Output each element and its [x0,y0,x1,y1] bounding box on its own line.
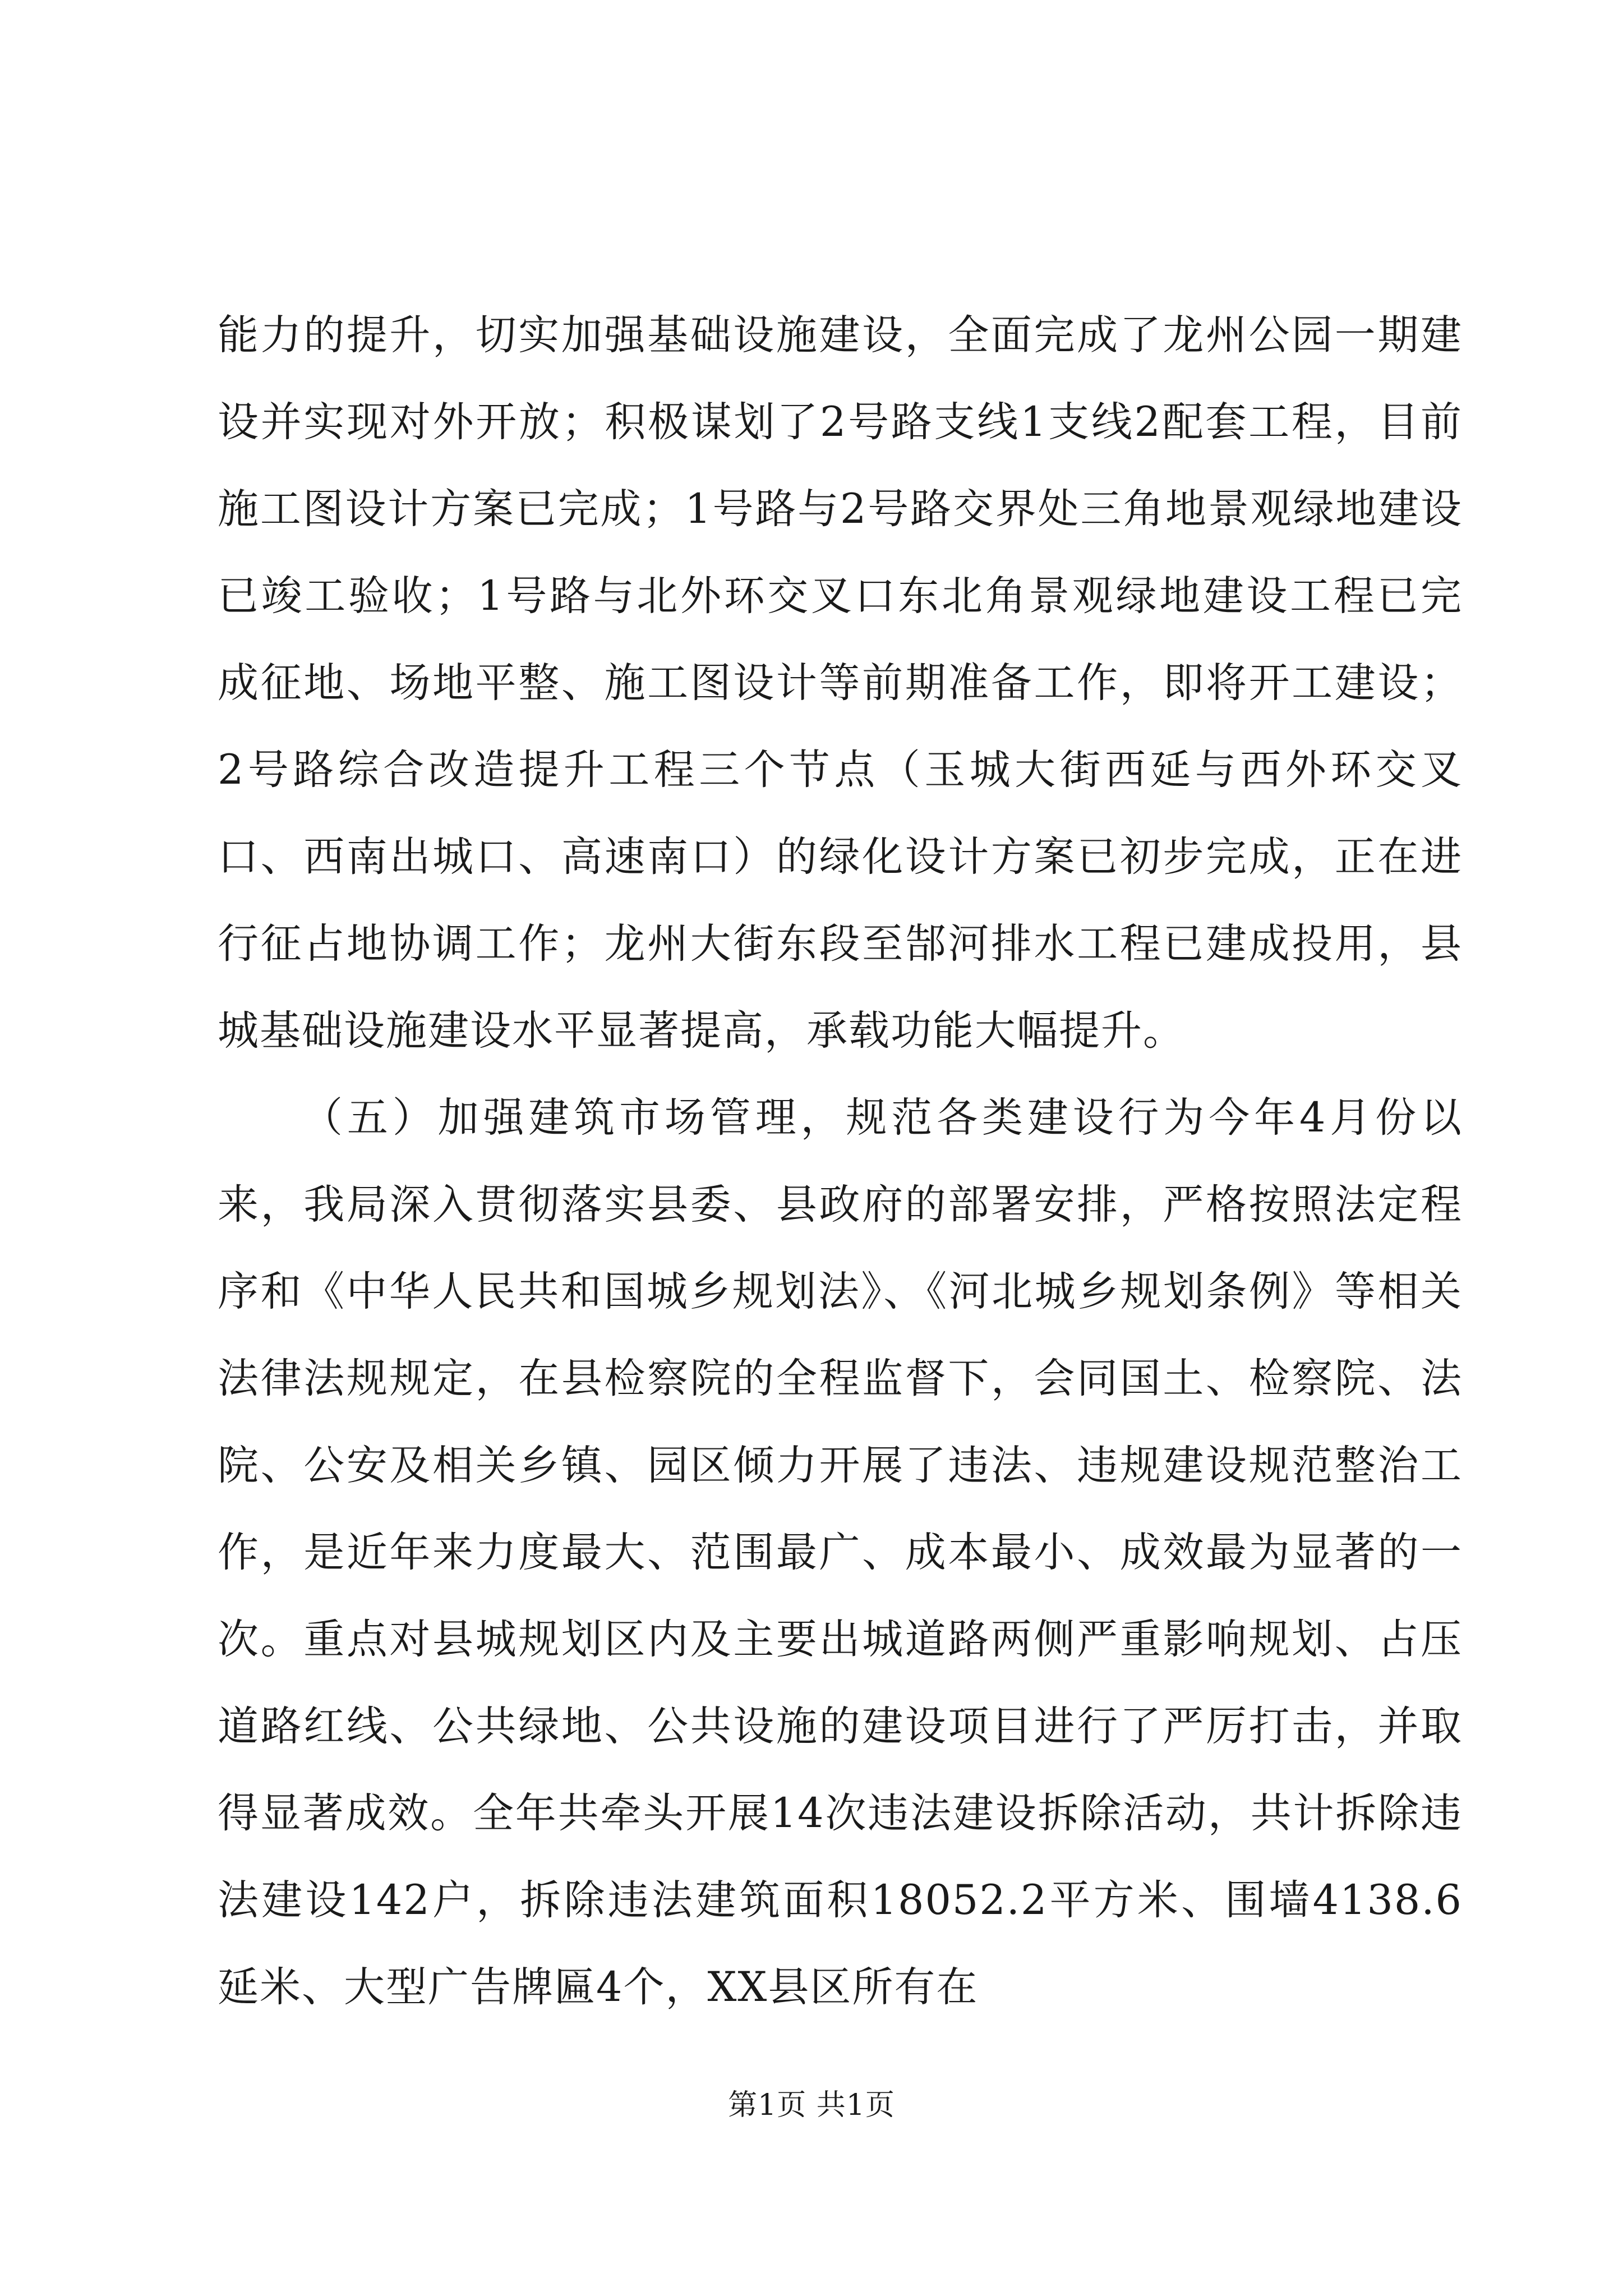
document-body [218,292,1463,2031]
paragraph-construction-market: （五）加强建筑市场管理，规范各类建设行为今年4月份以来，我局深入贯彻落实县委、县政府的部署安排，严格按照法定程序和《中华人民共和国城乡规划法》、《河北城乡规划条例》等相关法律法规规定，在县检察院的全程监督下，会同国土、检察院、法院、公安及相关乡镇、园区倾力开展了违法、违规建设规范整治工作，是近年来力度最大、范围最广、成本最小、成效最为显著的一次。重点对县城规划区内及主要出城道路两侧严重影响规划、占压道路红线、公共绿地、公共设施的建设项目进行了严厉打击，并取得显著成效。全年共牵头开展14次违法建设拆除活动，共计拆除违法建设142户，拆除违法建筑面积18052.2平方米、围墙4138.6延米、大型广告牌匾4个，XX县区所有在 [218,1094,1463,2011]
page-footer: 第1页 共1页 [728,2088,895,2122]
paragraph-infrastructure: 能力的提升，切实加强基础设施建设，全面完成了龙州公园一期建设并实现对外开放；积极谋划了2号路支线1支线2配套工程，目前施工图设计方案已完成；1号路与2号路交界处三角地景观绿地建设已竣工验收；1号路与北外环交叉口东北角景观绿地建设工程已完成征地、场地平整、施工图设计等前期准备工作，即将开工建设；2号路综合改造提升工程三个节点（玉城大街西延与西外环交叉口、西南出城口、高速南口）的绿化设计方案已初步完成，正在进行征占地协调工作；龙州大街东段至郜河排水工程已建成投用，县城基础设施建设水平显著提高，承载功能大幅提升。 [218,311,1463,1055]
